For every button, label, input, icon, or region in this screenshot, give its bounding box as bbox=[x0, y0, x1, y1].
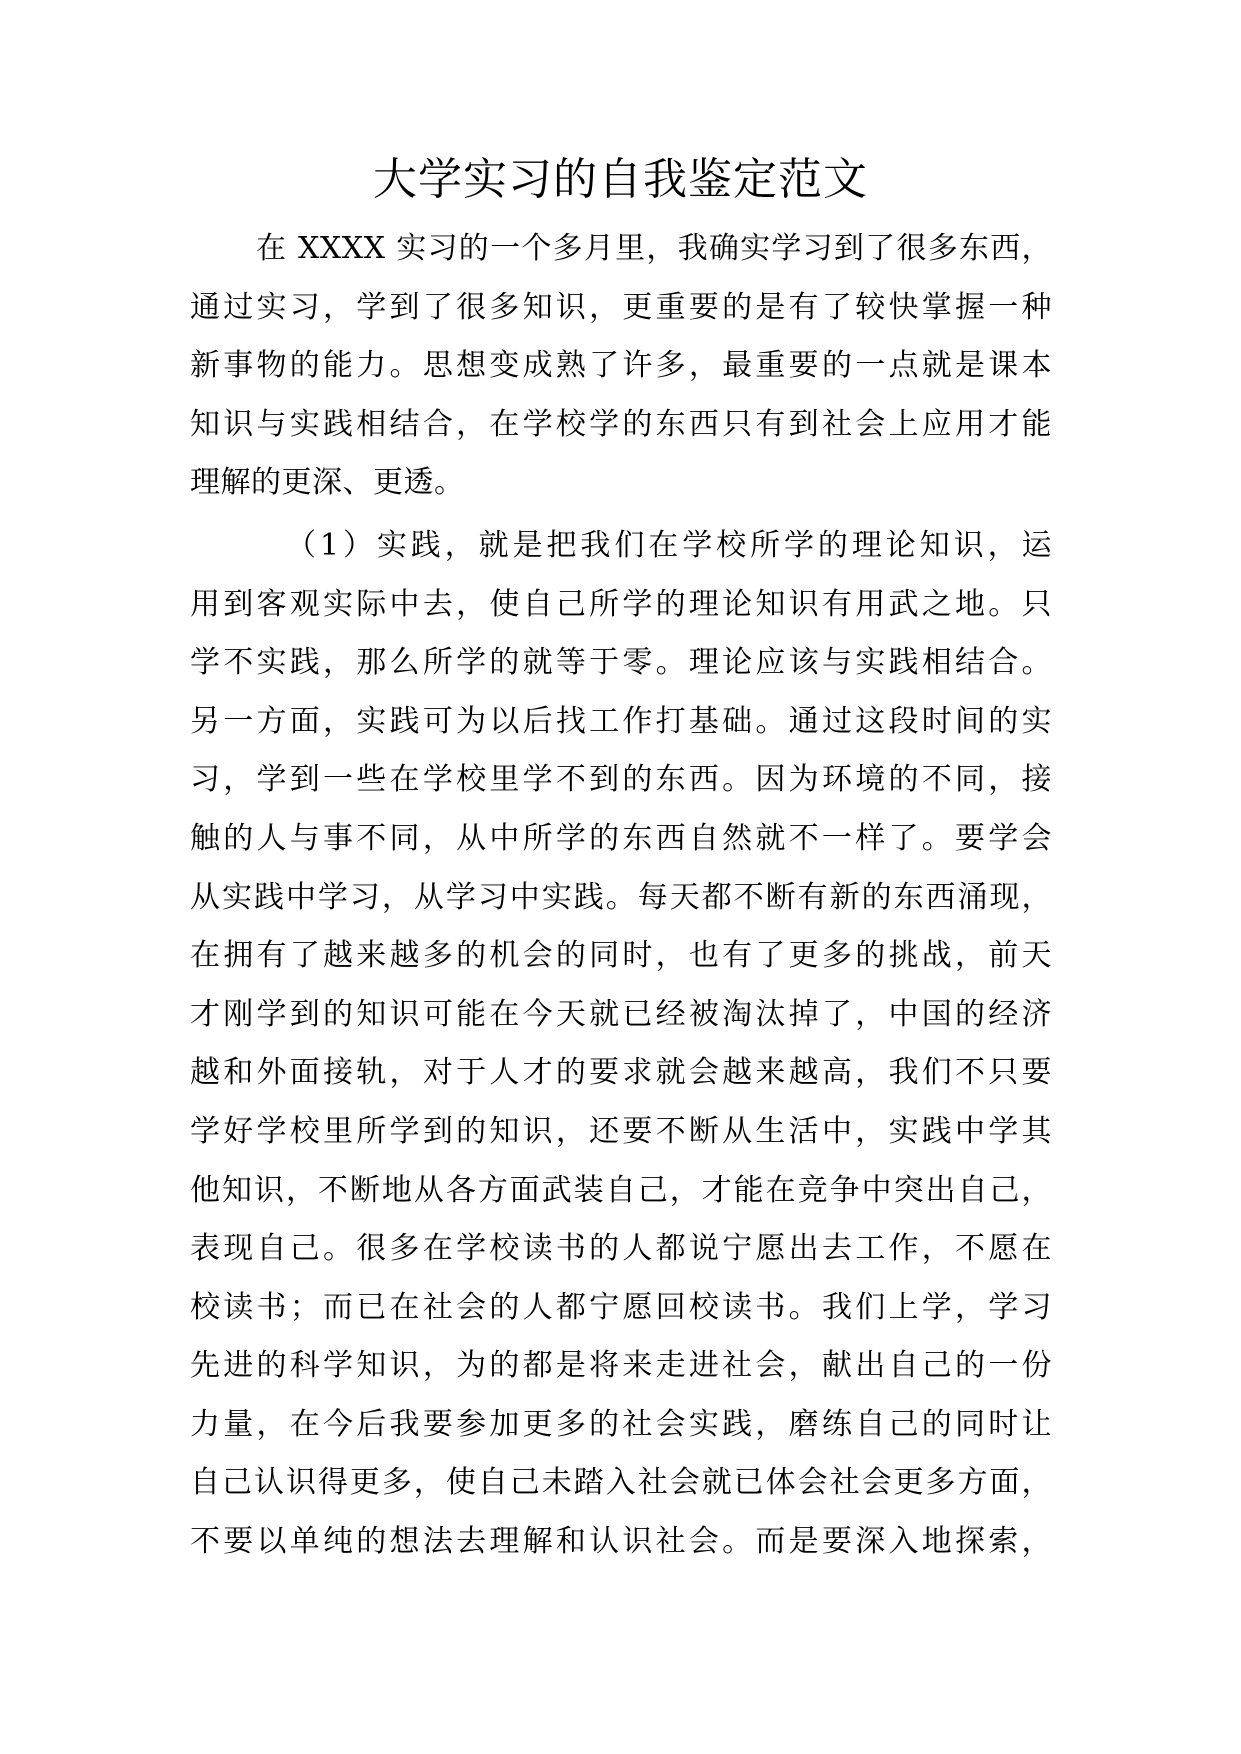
document-body bbox=[190, 220, 1052, 1572]
text-line: 校读书；而已在社会的人都宁愿回校读书。我们上学，学习 bbox=[190, 1289, 1052, 1325]
text-line: 他知识，不断地从各方面武装自己，才能在竞争中突出自己， bbox=[190, 1172, 1052, 1208]
text-line: 不要以单纯的想法去理解和认识社会。而是要深入地探索， bbox=[190, 1524, 1052, 1560]
text-line: 才刚学到的知识可能在今天就已经被淘汰掉了，中国的经济 bbox=[190, 996, 1052, 1032]
text-line: 先进的科学知识，为的都是将来走进社会，献出自己的一份 bbox=[190, 1348, 1052, 1384]
text-line: 学不实践，那么所学的就等于零。理论应该与实践相结合。 bbox=[190, 645, 1052, 681]
text-line: 触的人与事不同，从中所学的东西自然就不一样了。要学会 bbox=[190, 820, 1052, 856]
document-title: 大学实习的自我鉴定范文 bbox=[373, 154, 868, 205]
text-line: 在拥有了越来越多的机会的同时，也有了更多的挑战，前天 bbox=[190, 938, 1052, 974]
text-line: 越和外面接轨，对于人才的要求就会越来越高，我们不只要 bbox=[190, 1055, 1052, 1091]
text-line: 学好学校里所学到的知识，还要不断从生活中，实践中学其 bbox=[190, 1113, 1052, 1149]
text-line: 另一方面，实践可为以后找工作打基础。通过这段时间的实 bbox=[190, 703, 1052, 739]
text-line: 力量，在今后我要参加更多的社会实践，磨练自己的同时让 bbox=[190, 1406, 1052, 1442]
text-line: 用到客观实际中去，使自己所学的理论知识有用武之地。只 bbox=[190, 586, 1052, 622]
text-line: 从实践中学习，从学习中实践。每天都不断有新的东西涌现， bbox=[190, 879, 1052, 915]
text-line: 理解的更深、更透。 bbox=[190, 465, 465, 501]
text-line: 新事物的能力。思想变成熟了许多，最重要的一点就是课本 bbox=[190, 348, 1052, 384]
paragraph-intro bbox=[190, 220, 1052, 513]
text-line: 知识与实践相结合，在学校学的东西只有到社会上应用才能 bbox=[190, 406, 1052, 442]
text-line: 自己认识得更多，使自己未踏入社会就已体会社会更多方面， bbox=[190, 1465, 1052, 1501]
text-line: 表现自己。很多在学校读书的人都说宁愿出去工作，不愿在 bbox=[190, 1231, 1052, 1267]
text-line: 在 XXXX 实习的一个多月里，我确实学习到了很多东西， bbox=[256, 231, 1052, 266]
paragraph-practice bbox=[190, 517, 1052, 1572]
text-line: 通过实习，学到了很多知识，更重要的是有了较快掌握一种 bbox=[190, 289, 1052, 325]
text-line: 习，学到一些在学校里学不到的东西。因为环境的不同，接 bbox=[190, 762, 1052, 798]
text-line: （1）实践，就是把我们在学校所学的理论知识，运 bbox=[286, 527, 1052, 563]
